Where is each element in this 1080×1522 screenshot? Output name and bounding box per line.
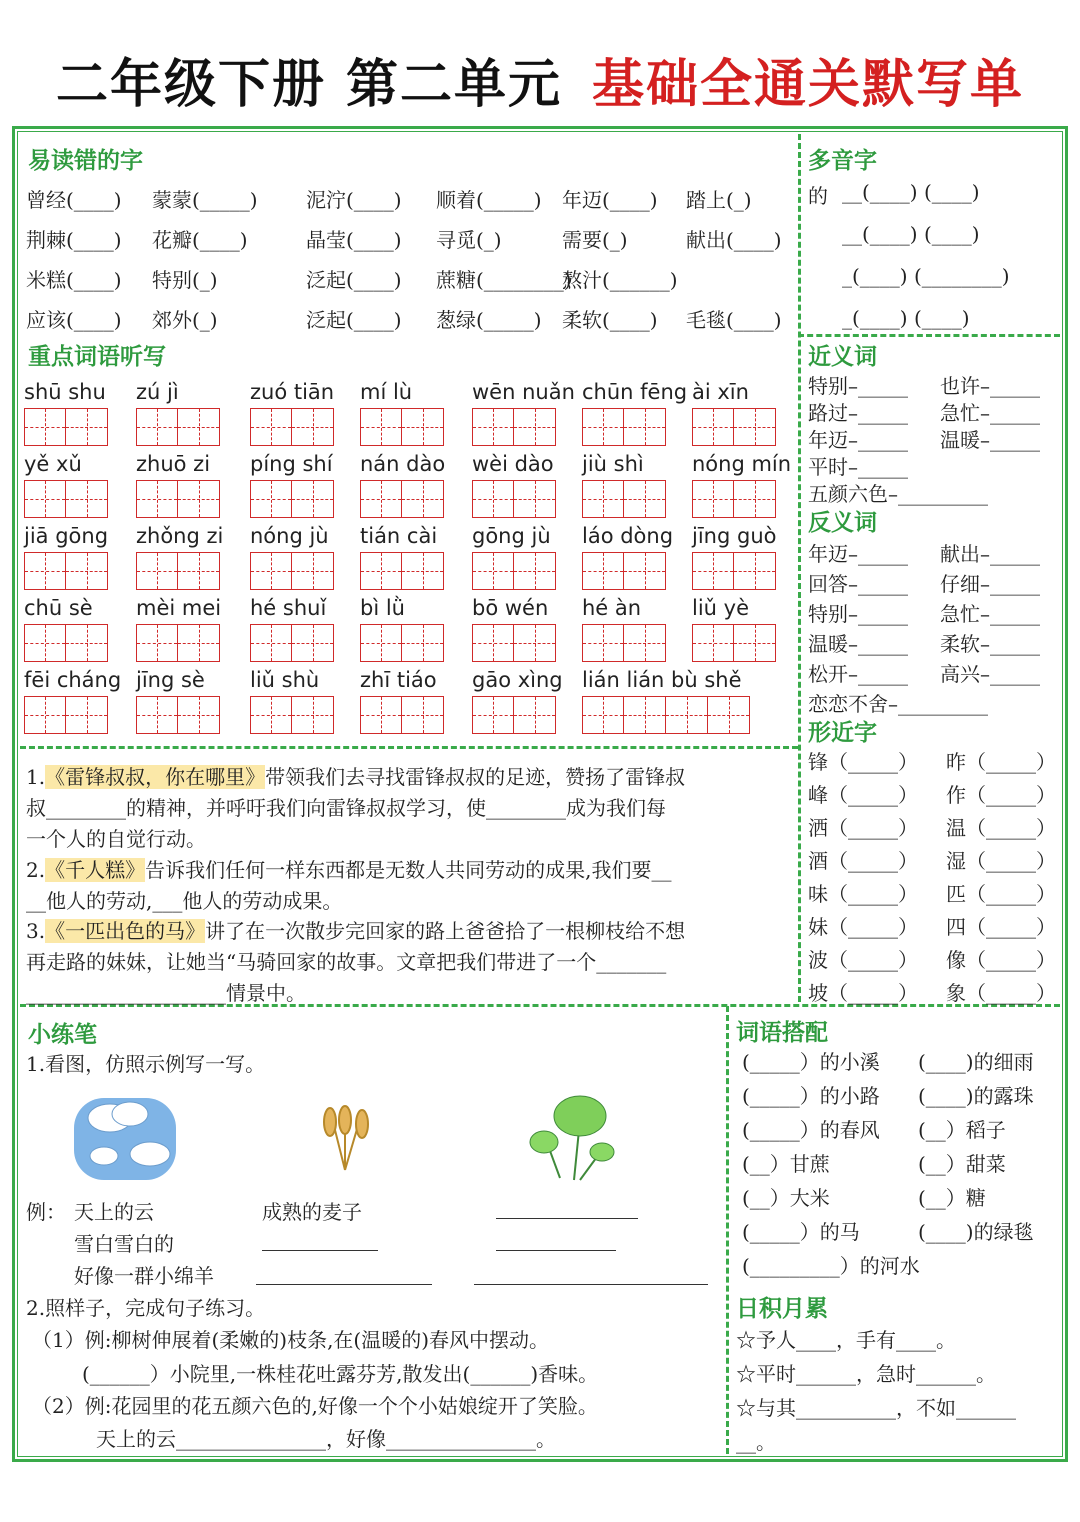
antonym-item[interactable]: 仔细–_____ [940, 572, 1040, 596]
polyphone-row[interactable]: __(____) (____) [842, 180, 980, 204]
similar-item[interactable]: 酒（_____） [808, 849, 918, 873]
writing-cell[interactable] [178, 696, 220, 734]
reading-p2-a: 告诉我们任何一样东西都是无数人共同劳动的成果,我们要__ [145, 858, 672, 882]
easy-wrong-item[interactable]: 花瓣(____) [152, 228, 248, 252]
writing-cell[interactable] [66, 624, 108, 662]
writing-cell[interactable] [582, 696, 624, 734]
easy-wrong-item[interactable]: 应该(____) [26, 308, 122, 332]
writing-grid[interactable] [250, 408, 334, 446]
writing-cell[interactable] [692, 480, 734, 518]
heading-collocation: 词语搭配 [736, 1020, 828, 1046]
writing-cell[interactable] [136, 552, 178, 590]
accumulate-item[interactable]: ☆与其__________，不如______ [736, 1396, 1016, 1420]
writing-cell[interactable] [66, 408, 108, 446]
practice-q2: 2.照样子，完成句子练习。 [26, 1296, 266, 1320]
writing-cell[interactable] [360, 480, 402, 518]
collocation-item[interactable]: (____)的露珠 [918, 1084, 1034, 1108]
reading-p3-a: 讲了在一次散步完回家的路上爸爸拾了一根柳枝给不想 [205, 919, 686, 943]
pinyin-label: bō wén [472, 596, 549, 620]
writing-cell[interactable] [402, 696, 444, 734]
writing-cell[interactable] [472, 696, 514, 734]
writing-grid[interactable] [24, 552, 108, 590]
writing-grid[interactable] [136, 480, 220, 518]
writing-cell[interactable] [178, 624, 220, 662]
writing-cell[interactable] [708, 696, 750, 734]
similar-item[interactable]: 妹（_____） [808, 915, 918, 939]
synonym-item[interactable]: 年迈–_____ [808, 428, 908, 452]
polyphone-row[interactable]: __(____) (____) [842, 222, 980, 246]
example-wheat: 成熟的麦子 [262, 1200, 362, 1224]
writing-cell[interactable] [402, 480, 444, 518]
heading-polyphone: 多音字 [808, 148, 877, 174]
pinyin-label: nóng jù [250, 524, 329, 548]
writing-grid[interactable] [360, 696, 444, 734]
accumulate-item[interactable]: __。 [736, 1430, 776, 1454]
writing-grid[interactable] [582, 552, 666, 590]
reading-p3-c: ____________________情景中。 [26, 981, 306, 1005]
example-white: 雪白雪白的 [74, 1232, 174, 1256]
similar-item[interactable]: 温（_____） [946, 816, 1056, 840]
writing-cell[interactable] [514, 696, 556, 734]
cloud-sky-image [70, 1090, 180, 1185]
title-main: 二年级下册 第二单元 [55, 55, 563, 115]
pinyin-label: chū sè [24, 596, 93, 620]
heading-practice: 小练笔 [28, 1022, 97, 1048]
writing-grid[interactable] [692, 624, 776, 662]
writing-grid[interactable] [692, 552, 776, 590]
antonym-item[interactable]: 回答–_____ [808, 572, 908, 596]
writing-cell[interactable] [734, 552, 776, 590]
writing-cell[interactable] [24, 480, 66, 518]
synonym-item[interactable]: 特别–_____ [808, 374, 908, 398]
easy-wrong-item[interactable]: 蔗糖(________) [436, 268, 572, 292]
pinyin-label: ài xīn [692, 380, 749, 404]
collocation-item[interactable]: (__）糖 [918, 1186, 986, 1210]
writing-cell[interactable] [66, 480, 108, 518]
pinyin-label: wēn nuǎn [472, 380, 575, 404]
reading-p3-num: 3. [26, 919, 46, 943]
polyphone-char: 的 [808, 184, 828, 208]
writing-cell[interactable] [360, 552, 402, 590]
antonym-item[interactable]: 年迈–_____ [808, 542, 908, 566]
pinyin-label: hé àn [582, 596, 642, 620]
writing-grid[interactable] [24, 480, 108, 518]
writing-cell[interactable] [514, 480, 556, 518]
writing-grid[interactable] [250, 696, 334, 734]
writing-cell[interactable] [692, 408, 734, 446]
blank-line[interactable] [262, 1250, 378, 1251]
writing-cell[interactable] [582, 408, 624, 446]
writing-cell[interactable] [624, 408, 666, 446]
writing-grid[interactable] [360, 480, 444, 518]
similar-item[interactable]: 象（_____） [946, 981, 1056, 1005]
writing-cell[interactable] [472, 624, 514, 662]
writing-grid[interactable] [136, 408, 220, 446]
writing-cell[interactable] [360, 696, 402, 734]
heading-synonym: 近义词 [808, 344, 877, 370]
similar-item[interactable]: 昨（_____） [946, 750, 1056, 774]
reading-p1-b: 叔________的精神，并呼吁我们向雷锋叔叔学习，使________成为我们每 [26, 796, 666, 820]
easy-wrong-item[interactable]: 葱绿(_____) [436, 308, 542, 332]
reading-p3-b: 再走路的妹妹，让她当“马骑回家的故事。文章把我们带进了一个_______ [26, 950, 667, 974]
writing-cell[interactable] [692, 624, 734, 662]
collocation-item[interactable]: (_____）的马 [742, 1220, 860, 1244]
reading-p2-b: __他人的劳动,___他人的劳动成果。 [26, 889, 343, 913]
reading-p3 [26, 916, 792, 1009]
easy-wrong-item[interactable]: 寻觅(_) [436, 228, 502, 252]
writing-grid[interactable] [360, 624, 444, 662]
collocation-item[interactable]: (____)的绿毯 [918, 1220, 1034, 1244]
divider-polyphone [798, 334, 1060, 337]
easy-wrong-item[interactable]: 米糕(____) [26, 268, 122, 292]
easy-wrong-item[interactable]: 曾经(____) [26, 188, 122, 212]
blank-line[interactable] [496, 1218, 638, 1219]
writing-grid[interactable] [360, 408, 444, 446]
collocation-item[interactable]: (_____）的小溪 [742, 1050, 880, 1074]
writing-grid[interactable] [472, 408, 556, 446]
reading-p1-num: 1. [26, 765, 46, 789]
easy-wrong-item[interactable]: 需要(_) [562, 228, 628, 252]
writing-cell[interactable] [178, 552, 220, 590]
similar-item[interactable]: 味（_____） [808, 882, 918, 906]
easy-wrong-item[interactable]: 晶莹(____) [306, 228, 402, 252]
writing-cell[interactable] [250, 696, 292, 734]
writing-cell[interactable] [734, 408, 776, 446]
wheat-image [310, 1100, 380, 1175]
writing-cell[interactable] [666, 696, 708, 734]
writing-cell[interactable] [624, 552, 666, 590]
writing-grid[interactable] [472, 696, 556, 734]
polyphone-row[interactable]: _(____) (____) [842, 306, 970, 330]
writing-cell[interactable] [692, 552, 734, 590]
pinyin-label: jīng guò [692, 524, 777, 548]
pinyin-label: shū shu [24, 380, 106, 404]
collocation-item[interactable]: (__）稻子 [918, 1118, 1006, 1142]
writing-cell[interactable] [402, 552, 444, 590]
blank-line[interactable] [256, 1284, 432, 1285]
easy-wrong-item[interactable]: 柔软(____) [562, 308, 658, 332]
pinyin-label: jiù shì [582, 452, 644, 476]
pinyin-label: hé shuǐ [250, 596, 327, 620]
blank-line[interactable] [496, 1250, 616, 1251]
similar-item[interactable]: 湿（_____） [946, 849, 1056, 873]
similar-item[interactable]: 锋（_____） [808, 750, 918, 774]
reading-p1-a: 带领我们去寻找雷锋叔叔的足迹，赞扬了雷锋叔 [265, 765, 686, 789]
collocation-item[interactable]: (_________）的河水 [742, 1254, 920, 1278]
writing-cell[interactable] [624, 624, 666, 662]
easy-wrong-item[interactable]: 泛起(____) [306, 268, 402, 292]
pinyin-label: jiā gōng [24, 524, 109, 548]
writing-cell[interactable] [514, 552, 556, 590]
synonym-item[interactable]: 急忙–_____ [940, 401, 1040, 425]
blank-line[interactable] [474, 1284, 708, 1285]
antonym-item[interactable]: 恋恋不舍–_________ [808, 692, 988, 716]
easy-wrong-item[interactable]: 蒙蒙(_____) [152, 188, 258, 212]
pinyin-label: tián cài [360, 524, 438, 548]
writing-grid[interactable] [472, 624, 556, 662]
pinyin-label: jīng sè [136, 668, 205, 692]
lotus-leaf-image [526, 1090, 616, 1182]
antonym-item[interactable]: 温暖–_____ [808, 632, 908, 656]
writing-cell[interactable] [136, 408, 178, 446]
collocation-item[interactable]: (_____）的小路 [742, 1084, 880, 1108]
pinyin-label: nóng mín [692, 452, 792, 476]
writing-cell[interactable] [472, 480, 514, 518]
pinyin-label: mí lù [360, 380, 413, 404]
pinyin-label: wèi dào [472, 452, 554, 476]
practice-q1: 1.看图，仿照示例写一写。 [26, 1052, 266, 1076]
writing-cell[interactable] [292, 480, 334, 518]
writing-grid[interactable] [360, 552, 444, 590]
accumulate-item[interactable]: ☆予人____，手有____。 [736, 1328, 956, 1352]
similar-item[interactable]: 波（_____） [808, 948, 918, 972]
collocation-item[interactable]: (__）大米 [742, 1186, 830, 1210]
antonym-item[interactable]: 高兴–_____ [940, 662, 1040, 686]
writing-cell[interactable] [24, 408, 66, 446]
writing-cell[interactable] [250, 624, 292, 662]
easy-wrong-item[interactable]: 荆棘(____) [26, 228, 122, 252]
writing-cell[interactable] [582, 624, 624, 662]
writing-cell[interactable] [734, 624, 776, 662]
writing-cell[interactable] [24, 624, 66, 662]
antonym-item[interactable]: 特别–_____ [808, 602, 908, 626]
synonym-item[interactable]: 温暖–_____ [940, 428, 1040, 452]
reading-p2-num: 2. [26, 858, 46, 882]
collocation-item[interactable]: (____)的细雨 [918, 1050, 1034, 1074]
heading-easy-wrong: 易读错的字 [28, 148, 143, 174]
writing-cell[interactable] [360, 408, 402, 446]
sentence-example-2: （2）例:花园里的花五颜六色的,好像一个个小姑娘绽开了笑脸。 [32, 1394, 598, 1418]
writing-cell[interactable] [250, 552, 292, 590]
writing-cell[interactable] [624, 696, 666, 734]
writing-cell[interactable] [178, 408, 220, 446]
writing-grid[interactable] [692, 480, 776, 518]
writing-grid[interactable] [250, 552, 334, 590]
pinyin-label: mèi mei [136, 596, 222, 620]
reading-p1-title: 《雷锋叔叔，你在哪里》 [45, 765, 266, 789]
collocation-item[interactable]: (__）甘蔗 [742, 1152, 830, 1176]
writing-grid[interactable] [136, 696, 220, 734]
writing-grid[interactable] [582, 408, 666, 446]
writing-grid[interactable] [250, 480, 334, 518]
similar-item[interactable]: 匹（_____） [946, 882, 1056, 906]
writing-grid[interactable] [136, 624, 220, 662]
easy-wrong-item[interactable]: 献出(____) [686, 228, 782, 252]
writing-cell[interactable] [66, 696, 108, 734]
synonym-item[interactable]: 也许–_____ [940, 374, 1040, 398]
pinyin-label: bì lǜ [360, 596, 405, 620]
writing-cell[interactable] [734, 480, 776, 518]
writing-grid[interactable] [250, 624, 334, 662]
pinyin-label: zhī tiáo [360, 668, 437, 692]
example-cloud: 天上的云 [74, 1200, 154, 1224]
writing-cell[interactable] [136, 696, 178, 734]
title-highlight: 基础全通关默写单 [592, 55, 1025, 115]
easy-wrong-item[interactable]: 熬汁(______) [562, 268, 678, 292]
pinyin-label: yě xǔ [24, 452, 82, 476]
synonym-item[interactable]: 路过–_____ [808, 401, 908, 425]
heading-similar: 形近字 [808, 720, 877, 746]
writing-cell[interactable] [292, 552, 334, 590]
easy-wrong-item[interactable]: 毛毯(____) [686, 308, 782, 332]
reading-p2 [26, 855, 792, 917]
easy-wrong-item[interactable]: 踏上(_) [686, 188, 752, 212]
writing-grid[interactable] [582, 696, 750, 734]
easy-wrong-item[interactable]: 泥泞(____) [306, 188, 402, 212]
writing-cell[interactable] [582, 480, 624, 518]
writing-cell[interactable] [402, 408, 444, 446]
writing-grid[interactable] [136, 552, 220, 590]
writing-grid[interactable] [582, 480, 666, 518]
similar-item[interactable]: 峰（_____） [808, 783, 918, 807]
divider-bottom-column [726, 1006, 729, 1454]
writing-grid[interactable] [472, 552, 556, 590]
pinyin-label: chūn fēng [582, 380, 688, 404]
writing-cell[interactable] [360, 624, 402, 662]
divider-reading [20, 746, 798, 749]
writing-cell[interactable] [24, 552, 66, 590]
writing-grid[interactable] [24, 624, 108, 662]
easy-wrong-item[interactable]: 年迈(____) [562, 188, 658, 212]
sentence-task-2[interactable]: 天上的云_______________，好像_______________。 [96, 1427, 556, 1451]
sentence-example-1: （1）例:柳树伸展着(柔嫩的)枝条,在(温暖的)春风中摆动。 [32, 1328, 550, 1352]
writing-grid[interactable] [692, 408, 776, 446]
writing-cell[interactable] [514, 408, 556, 446]
writing-cell[interactable] [514, 624, 556, 662]
synonym-item[interactable]: 五颜六色–_________ [808, 482, 988, 506]
pinyin-label: gāo xìng [472, 668, 563, 692]
divider-right-column [798, 134, 801, 1002]
pinyin-label: láo dòng [582, 524, 674, 548]
antonym-item[interactable]: 献出–_____ [940, 542, 1040, 566]
pinyin-label: liǔ shù [250, 668, 320, 692]
collocation-item[interactable]: (__）甜菜 [918, 1152, 1006, 1176]
easy-wrong-item[interactable]: 顺着(_____) [436, 188, 542, 212]
writing-cell[interactable] [292, 624, 334, 662]
similar-item[interactable]: 作（_____） [946, 783, 1056, 807]
antonym-item[interactable]: 松开–_____ [808, 662, 908, 686]
synonym-item[interactable]: 平时–_____ [808, 455, 908, 479]
writing-cell[interactable] [472, 408, 514, 446]
writing-cell[interactable] [136, 480, 178, 518]
similar-item[interactable]: 四（_____） [946, 915, 1056, 939]
writing-cell[interactable] [292, 408, 334, 446]
reading-p1-c: 一个人的自觉行动。 [26, 827, 206, 851]
writing-cell[interactable] [402, 624, 444, 662]
pinyin-label: zuó tiān [250, 380, 335, 404]
pinyin-label: zhǒng zi [136, 524, 224, 548]
easy-wrong-item[interactable]: 特别(_) [152, 268, 218, 292]
pinyin-label: lián lián bù shě [582, 668, 742, 692]
writing-cell[interactable] [136, 624, 178, 662]
pinyin-label: píng shí [250, 452, 333, 476]
reading-p2-title: 《千人糕》 [45, 858, 146, 882]
writing-cell[interactable] [24, 696, 66, 734]
writing-cell[interactable] [582, 552, 624, 590]
pinyin-label: zú jì [136, 380, 179, 404]
easy-wrong-item[interactable]: 泛起(____) [306, 308, 402, 332]
pinyin-label: nán dào [360, 452, 446, 476]
sentence-task-1[interactable]: (______）小院里,一株桂花吐露芬芳,散发出(______)香味。 [82, 1362, 599, 1386]
writing-cell[interactable] [624, 480, 666, 518]
similar-item[interactable]: 像（_____） [946, 948, 1056, 972]
pinyin-label: liǔ yè [692, 596, 750, 620]
reading-p3-title: 《一匹出色的马》 [45, 919, 206, 943]
pinyin-label: gōng jù [472, 524, 551, 548]
easy-wrong-item[interactable]: 郊外(_) [152, 308, 218, 332]
reading-p1 [26, 762, 792, 855]
example-sheep: 好像一群小绵羊 [74, 1264, 214, 1288]
collocation-item[interactable]: (_____）的春风 [742, 1118, 880, 1142]
writing-cell[interactable] [250, 408, 292, 446]
writing-cell[interactable] [292, 696, 334, 734]
writing-grid[interactable] [24, 696, 108, 734]
similar-item[interactable]: 坡（_____） [808, 981, 918, 1005]
pinyin-label: zhuō zi [136, 452, 211, 476]
polyphone-row[interactable]: _(____) (________) [842, 264, 1010, 288]
writing-cell[interactable] [472, 552, 514, 590]
example-label: 例： [26, 1200, 66, 1224]
writing-cell[interactable] [250, 480, 292, 518]
antonym-item[interactable]: 急忙–_____ [940, 602, 1040, 626]
heading-key-words: 重点词语听写 [28, 344, 166, 370]
page-title [0, 42, 1080, 117]
writing-grid[interactable] [582, 624, 666, 662]
pinyin-label: fēi cháng [24, 668, 122, 692]
accumulate-item[interactable]: ☆平时______，急时______。 [736, 1362, 996, 1386]
writing-grid[interactable] [472, 480, 556, 518]
similar-item[interactable]: 洒（_____） [808, 816, 918, 840]
writing-cell[interactable] [178, 480, 220, 518]
antonym-item[interactable]: 柔软–_____ [940, 632, 1040, 656]
heading-accumulate: 日积月累 [736, 1296, 828, 1322]
writing-cell[interactable] [66, 552, 108, 590]
writing-grid[interactable] [24, 408, 108, 446]
heading-antonym: 反义词 [808, 510, 877, 536]
